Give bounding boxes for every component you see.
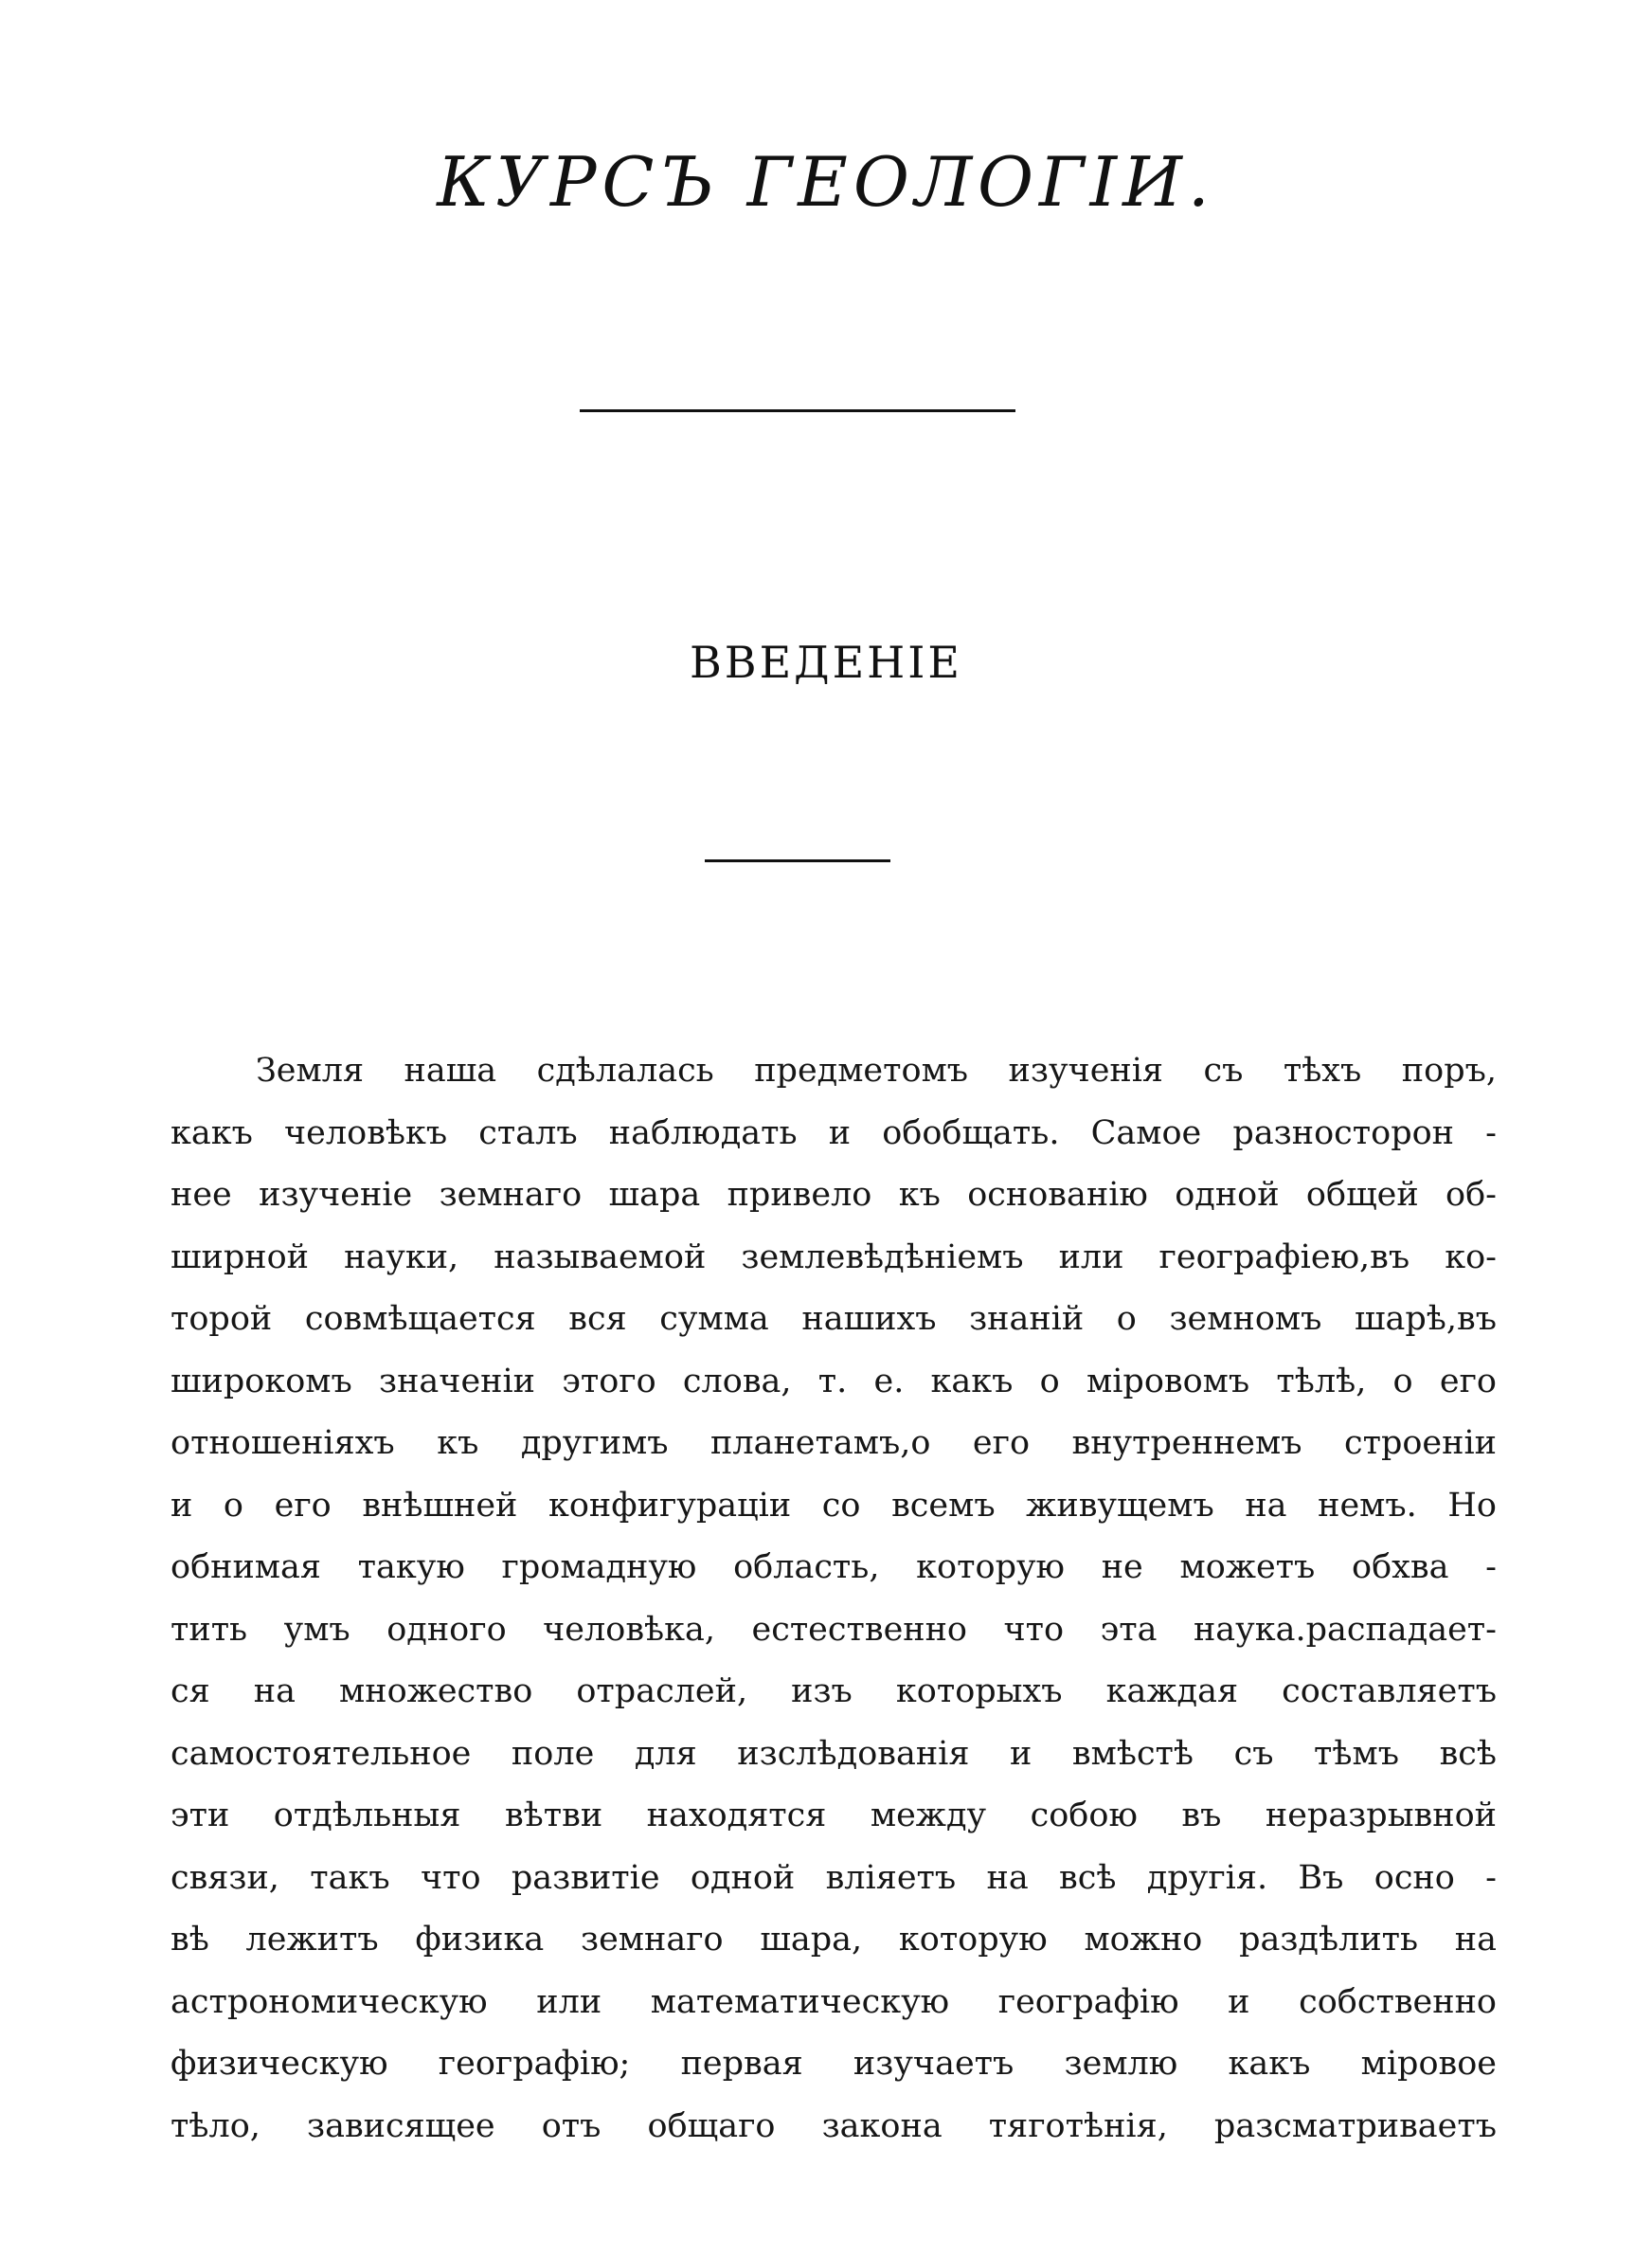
text-line: широкомъ значеніи этого слова, т. е. какъ о міровомъ тѣлѣ, о его <box>171 1362 1497 1400</box>
text-line: обнимая такую громадную область, которую не можетъ обхва - <box>171 1548 1497 1586</box>
text-line: какъ человѣкъ сталъ наблюдать и обобщать. Самое разносторон - <box>171 1113 1497 1152</box>
book-title: КУРСЪ ГЕОЛОГІИ. <box>437 142 1215 222</box>
title-divider <box>580 409 1015 412</box>
text-line: эти отдѣльныя вѣтви находятся между собою въ неразрывной <box>171 1797 1497 1834</box>
section-heading: ВВЕДЕНІЕ <box>689 637 963 688</box>
body-paragraph <box>171 1040 1497 2158</box>
heading-divider <box>705 859 890 862</box>
text-line: ся на множество отраслей, изъ которыхъ каждая составляетъ <box>171 1672 1497 1710</box>
text-line: физическую географію; первая изучаетъ землю какъ міровое <box>171 2045 1497 2083</box>
text-line: отношеніяхъ къ другимъ планетамъ,о его внутреннемъ строеніи <box>171 1424 1497 1462</box>
text-line: астрономическую или математическую географію и собственно <box>171 1982 1497 2021</box>
text-line: Земля наша сдѣлалась предметомъ изученія съ тѣхъ поръ, <box>256 1052 1497 1090</box>
text-line: самостоятельное поле для изслѣдованія и вмѣстѣ съ тѣмъ всѣ <box>171 1734 1497 1773</box>
text-line: тѣло, зависящее отъ общаго закона тяготѣнія, разсматриваетъ <box>171 2106 1497 2145</box>
text-line: вѣ лежитъ физика земнаго шара, которую можно раздѣлить на <box>171 1921 1497 1959</box>
text-line: нее изученіе земнаго шара привело къ основанію одной общей об- <box>171 1176 1497 1214</box>
text-line: ширной науки, называемой землевѣдѣніемъ или географіею,въ ко- <box>171 1237 1497 1276</box>
text-line: торой совмѣщается вся сумма нашихъ знаній о земномъ шарѣ,въ <box>171 1300 1497 1338</box>
text-line: связи, такъ что развитіе одной вліяетъ на всѣ другія. Въ осно - <box>171 1858 1497 1897</box>
text-line: и о его внѣшней конфигураціи со всемъ живущемъ на немъ. Но <box>171 1486 1497 1525</box>
text-line: тить умъ одного человѣка, естественно что эта наука.распадает- <box>171 1610 1497 1649</box>
